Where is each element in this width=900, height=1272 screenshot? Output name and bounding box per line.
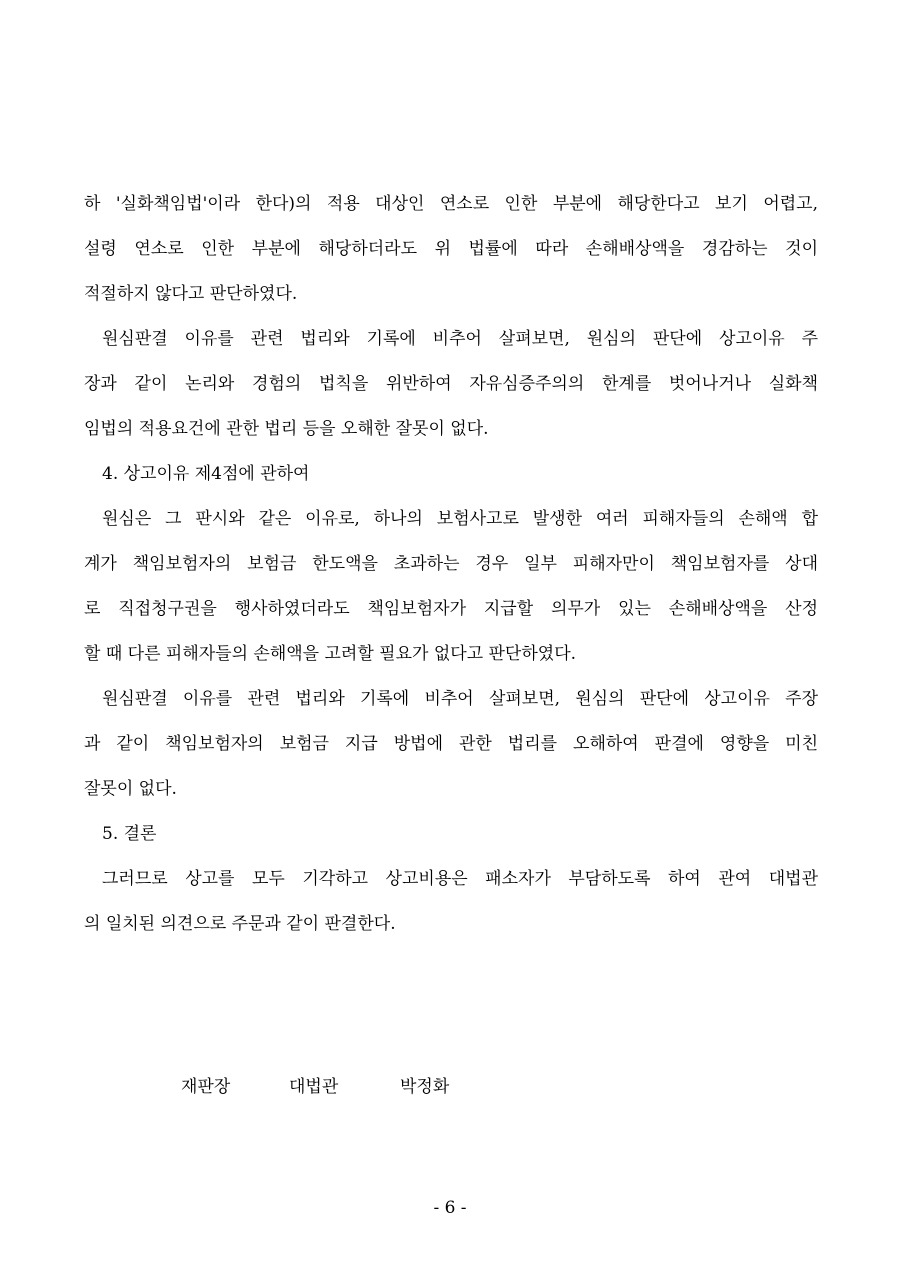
text-line: 과 같이 책임보험자의 보험금 지급 방법에 관한 법리를 오해하여 판결에 영향을 미친: [84, 734, 818, 754]
text-line: 의 일치된 의견으로 주문과 같이 판결한다.: [84, 914, 396, 934]
text-line: 장과 같이 논리와 경험의 법칙을 위반하여 자유심증주의의 한계를 벗어나거나 실화책: [84, 374, 818, 394]
text-line: 적절하지 않다고 판단하였다.: [84, 284, 298, 304]
text-line: 할 때 다른 피해자들의 손해액을 고려할 필요가 없다고 판단하였다.: [84, 644, 577, 664]
text-line: 원심판결 이유를 관련 법리와 기록에 비추어 살펴보면, 원심의 판단에 상고이유 주: [102, 329, 818, 349]
text-line: 4. 상고이유 제4점에 관하여: [102, 464, 310, 484]
justice-rank: 대법관: [289, 1077, 339, 1097]
text-line: 5. 결론: [102, 824, 157, 844]
text-line: 임법의 적용요건에 관한 법리 등을 오해한 잘못이 없다.: [84, 419, 489, 439]
text-line: 로 직접청구권을 행사하였더라도 책임보험자가 지급할 의무가 있는 손해배상액을 산정: [84, 599, 818, 619]
judge-signature-block: [0, 1072, 900, 1102]
text-line: 원심은 그 판시와 같은 이유로, 하나의 보험사고로 발생한 여러 피해자들의 손해액 합: [102, 509, 818, 529]
text-line: 하 '실화책임법'이라 한다)의 적용 대상인 연소로 인한 부분에 해당한다고 보기 어렵고,: [84, 194, 818, 214]
page-number: - 6 -: [433, 1198, 467, 1218]
text-line: 그러므로 상고를 모두 기각하고 상고비용은 패소자가 부담하도록 하여 관여 대법관: [102, 869, 818, 889]
presiding-judge-title: 재판장: [181, 1077, 231, 1097]
text-line: 계가 책임보험자의 보험금 한도액을 초과하는 경우 일부 피해자만이 책임보험자를 상대: [84, 554, 818, 574]
text-line: 원심판결 이유를 관련 법리와 기록에 비추어 살펴보면, 원심의 판단에 상고이유 주장: [102, 689, 818, 709]
text-line: 설령 연소로 인한 부분에 해당하더라도 위 법률에 따라 손해배상액을 경감하는 것이: [84, 239, 818, 259]
document-body: [84, 182, 818, 947]
text-line: 잘못이 없다.: [84, 779, 177, 799]
justice-name: 박정화: [400, 1077, 450, 1097]
